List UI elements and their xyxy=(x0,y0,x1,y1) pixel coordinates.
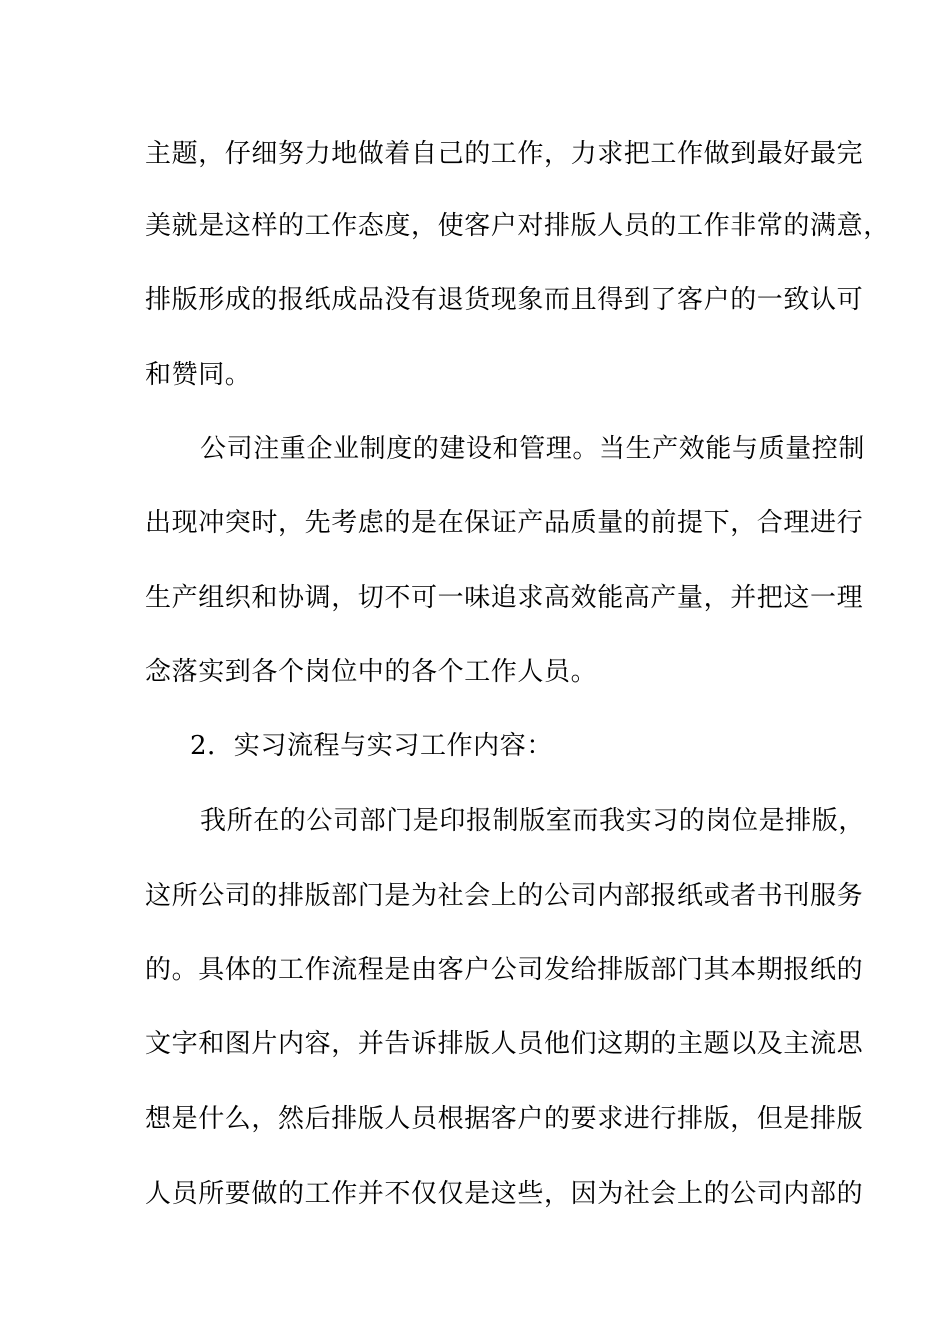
paragraph-line: 的。具体的工作流程是由客户公司发给排版部门其本期报纸的 xyxy=(145,955,864,985)
paragraph-line: 和赞同。 xyxy=(145,360,252,390)
paragraph-line: 排版形成的报纸成品没有退货现象而且得到了客户的一致认可 xyxy=(145,285,864,315)
paragraph-line: 文字和图片内容，并告诉排版人员他们这期的主题以及主流思 xyxy=(145,1029,864,1059)
paragraph-line: 念落实到各个岗位中的各个工作人员。 xyxy=(145,657,598,687)
paragraph-line: 主题，仔细努力地做着自己的工作，力求把工作做到最好最完 xyxy=(145,139,864,169)
paragraph-line: 出现冲突时，先考虑的是在保证产品质量的前提下，合理进行 xyxy=(145,508,864,538)
paragraph-line: 生产组织和协调，切不可一味追求高效能高产量，并把这一理 xyxy=(145,583,864,613)
section-heading: 2．实习流程与实习工作内容： xyxy=(190,731,553,761)
paragraph-line: 想是什么，然后排版人员根据客户的要求进行排版，但是排版 xyxy=(145,1104,864,1134)
paragraph-line: 美就是这样的工作态度，使客户对排版人员的工作非常的满意， xyxy=(145,211,890,241)
paragraph-line: 公司注重企业制度的建设和管理。当生产效能与质量控制 xyxy=(200,434,866,464)
paragraph-line: 这所公司的排版部门是为社会上的公司内部报纸或者书刊服务 xyxy=(145,881,864,911)
paragraph-line: 人员所要做的工作并不仅仅是这些，因为社会上的公司内部的 xyxy=(145,1179,864,1209)
paragraph-line: 我所在的公司部门是印报制版室而我实习的岗位是排版， xyxy=(200,806,866,836)
